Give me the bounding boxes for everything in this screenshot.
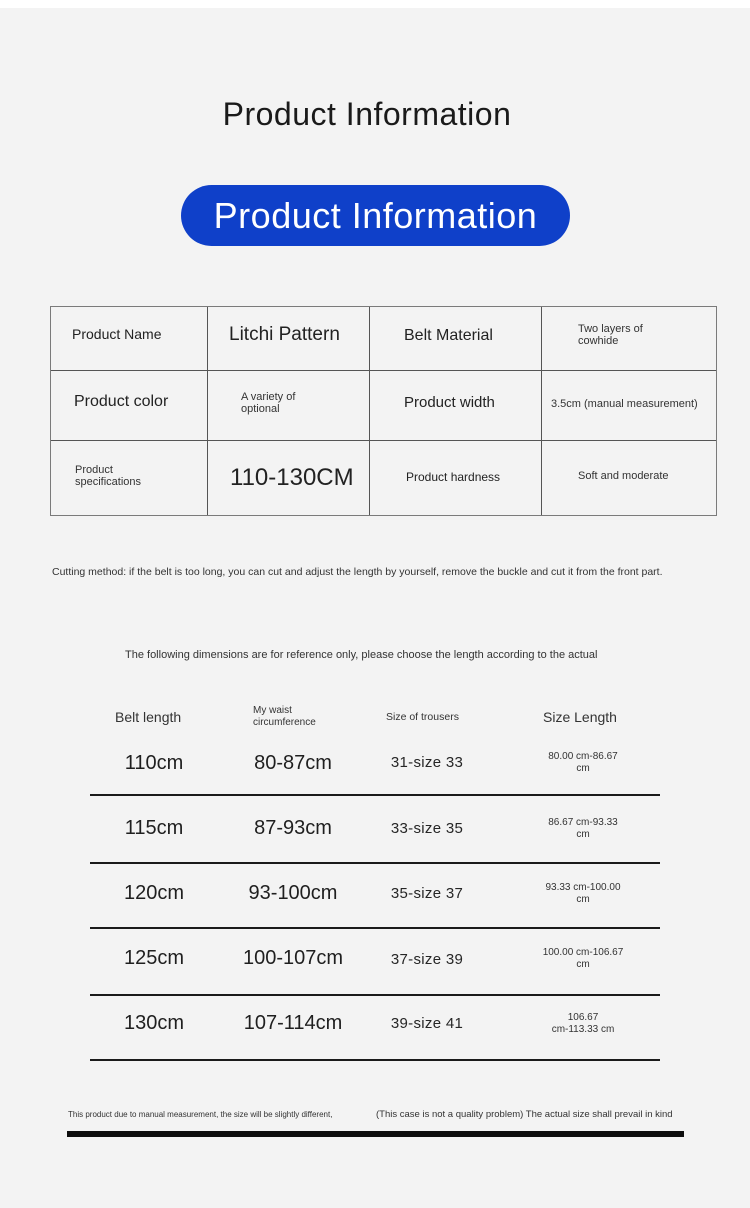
belt-material-value-line: cowhide [578, 335, 619, 348]
top-strip [0, 0, 750, 8]
row-divider [90, 862, 660, 864]
product-spec-label [75, 464, 141, 488]
footer-note-left: This product due to manual measurement, the size will be slightly different, [68, 1110, 333, 1119]
waist-cell: 100-107cm [242, 947, 344, 969]
belt-material-value-line: Two layers of [578, 323, 643, 335]
size-length-line: 86.67 cm-93.33 [548, 817, 618, 828]
size-length-line: cm [576, 763, 590, 774]
size-length-cell [523, 882, 643, 906]
belt-material-label: Belt Material [404, 327, 493, 344]
cutting-method-note: Cutting method: if the belt is too long, you can cut and adjust the length by yourself, remove the buckle and cut it from the front part. [52, 566, 663, 578]
product-spec-label-line: specifications [75, 476, 142, 489]
header-trousers: Size of trousers [386, 711, 459, 723]
header-size-length: Size Length [543, 709, 617, 725]
belt-length-cell: 125cm [123, 947, 185, 969]
product-info-table [50, 306, 717, 516]
table-divider [541, 307, 542, 515]
header-waist-line: My waist [253, 705, 292, 716]
product-color-value-line: optional [241, 403, 280, 416]
bottom-bar [67, 1131, 684, 1137]
trousers-cell: 37-size 39 [390, 951, 464, 968]
size-length-line: 106.67 [567, 1012, 599, 1023]
product-hardness-label: Product hardness [406, 470, 501, 484]
trousers-cell: 39-size 41 [390, 1015, 464, 1032]
row-divider [90, 927, 660, 929]
product-name-label: Product Name [72, 326, 162, 342]
header-waist [253, 705, 316, 728]
size-length-line: 80.00 cm-86.67 [548, 751, 618, 762]
size-length-line: cm [576, 829, 590, 840]
size-length-cell [523, 817, 643, 841]
size-length-line: cm [576, 894, 590, 905]
row-divider [90, 994, 660, 996]
size-length-line: 93.33 cm-100.00 [545, 882, 621, 893]
size-length-cell [523, 1012, 643, 1036]
table-divider [51, 440, 716, 441]
footer-note-right: (This case is not a quality problem) The actual size shall prevail in kind [376, 1109, 673, 1120]
header-waist-line: circumference [253, 716, 316, 728]
size-length-line: cm-113.33 cm [551, 1024, 615, 1035]
header-belt-length: Belt length [115, 709, 182, 725]
product-hardness-value: Soft and moderate [578, 470, 669, 482]
section-pill-label: Product Information [213, 194, 538, 236]
product-color-value-line: A variety of [241, 391, 296, 403]
row-divider [90, 794, 660, 796]
page-title: Product Information [222, 96, 512, 132]
product-width-label: Product width [404, 394, 495, 411]
waist-cell: 107-114cm [243, 1012, 343, 1034]
section-pill-banner [181, 185, 570, 246]
size-length-line: 100.00 cm-106.67 [542, 947, 624, 958]
dimensions-note: The following dimensions are for reference only, please choose the length according to the actual [125, 649, 598, 661]
table-divider [51, 370, 716, 371]
product-width-value: 3.5cm (manual measurement) [551, 398, 698, 410]
size-length-line: cm [576, 959, 590, 970]
belt-length-cell: 110cm [124, 752, 184, 774]
trousers-cell: 35-size 37 [390, 885, 464, 902]
size-length-cell [523, 751, 643, 775]
table-divider [207, 307, 208, 515]
product-spec-label-line: Product [75, 464, 113, 476]
belt-length-cell: 130cm [123, 1012, 185, 1034]
row-divider [90, 1059, 660, 1061]
size-length-cell [523, 947, 643, 971]
product-spec-value: 110-130CM [230, 464, 354, 491]
table-divider [369, 307, 370, 515]
belt-material-value [578, 323, 643, 347]
belt-length-cell: 115cm [124, 817, 184, 839]
product-name-value: Litchi Pattern [229, 324, 340, 345]
trousers-cell: 31-size 33 [390, 754, 464, 771]
waist-cell: 80-87cm [254, 752, 332, 774]
belt-length-cell: 120cm [123, 882, 185, 904]
product-color-value [241, 391, 295, 415]
waist-cell: 87-93cm [254, 817, 332, 839]
trousers-cell: 33-size 35 [390, 820, 464, 837]
product-color-label: Product color [74, 393, 169, 410]
waist-cell: 93-100cm [248, 882, 338, 904]
